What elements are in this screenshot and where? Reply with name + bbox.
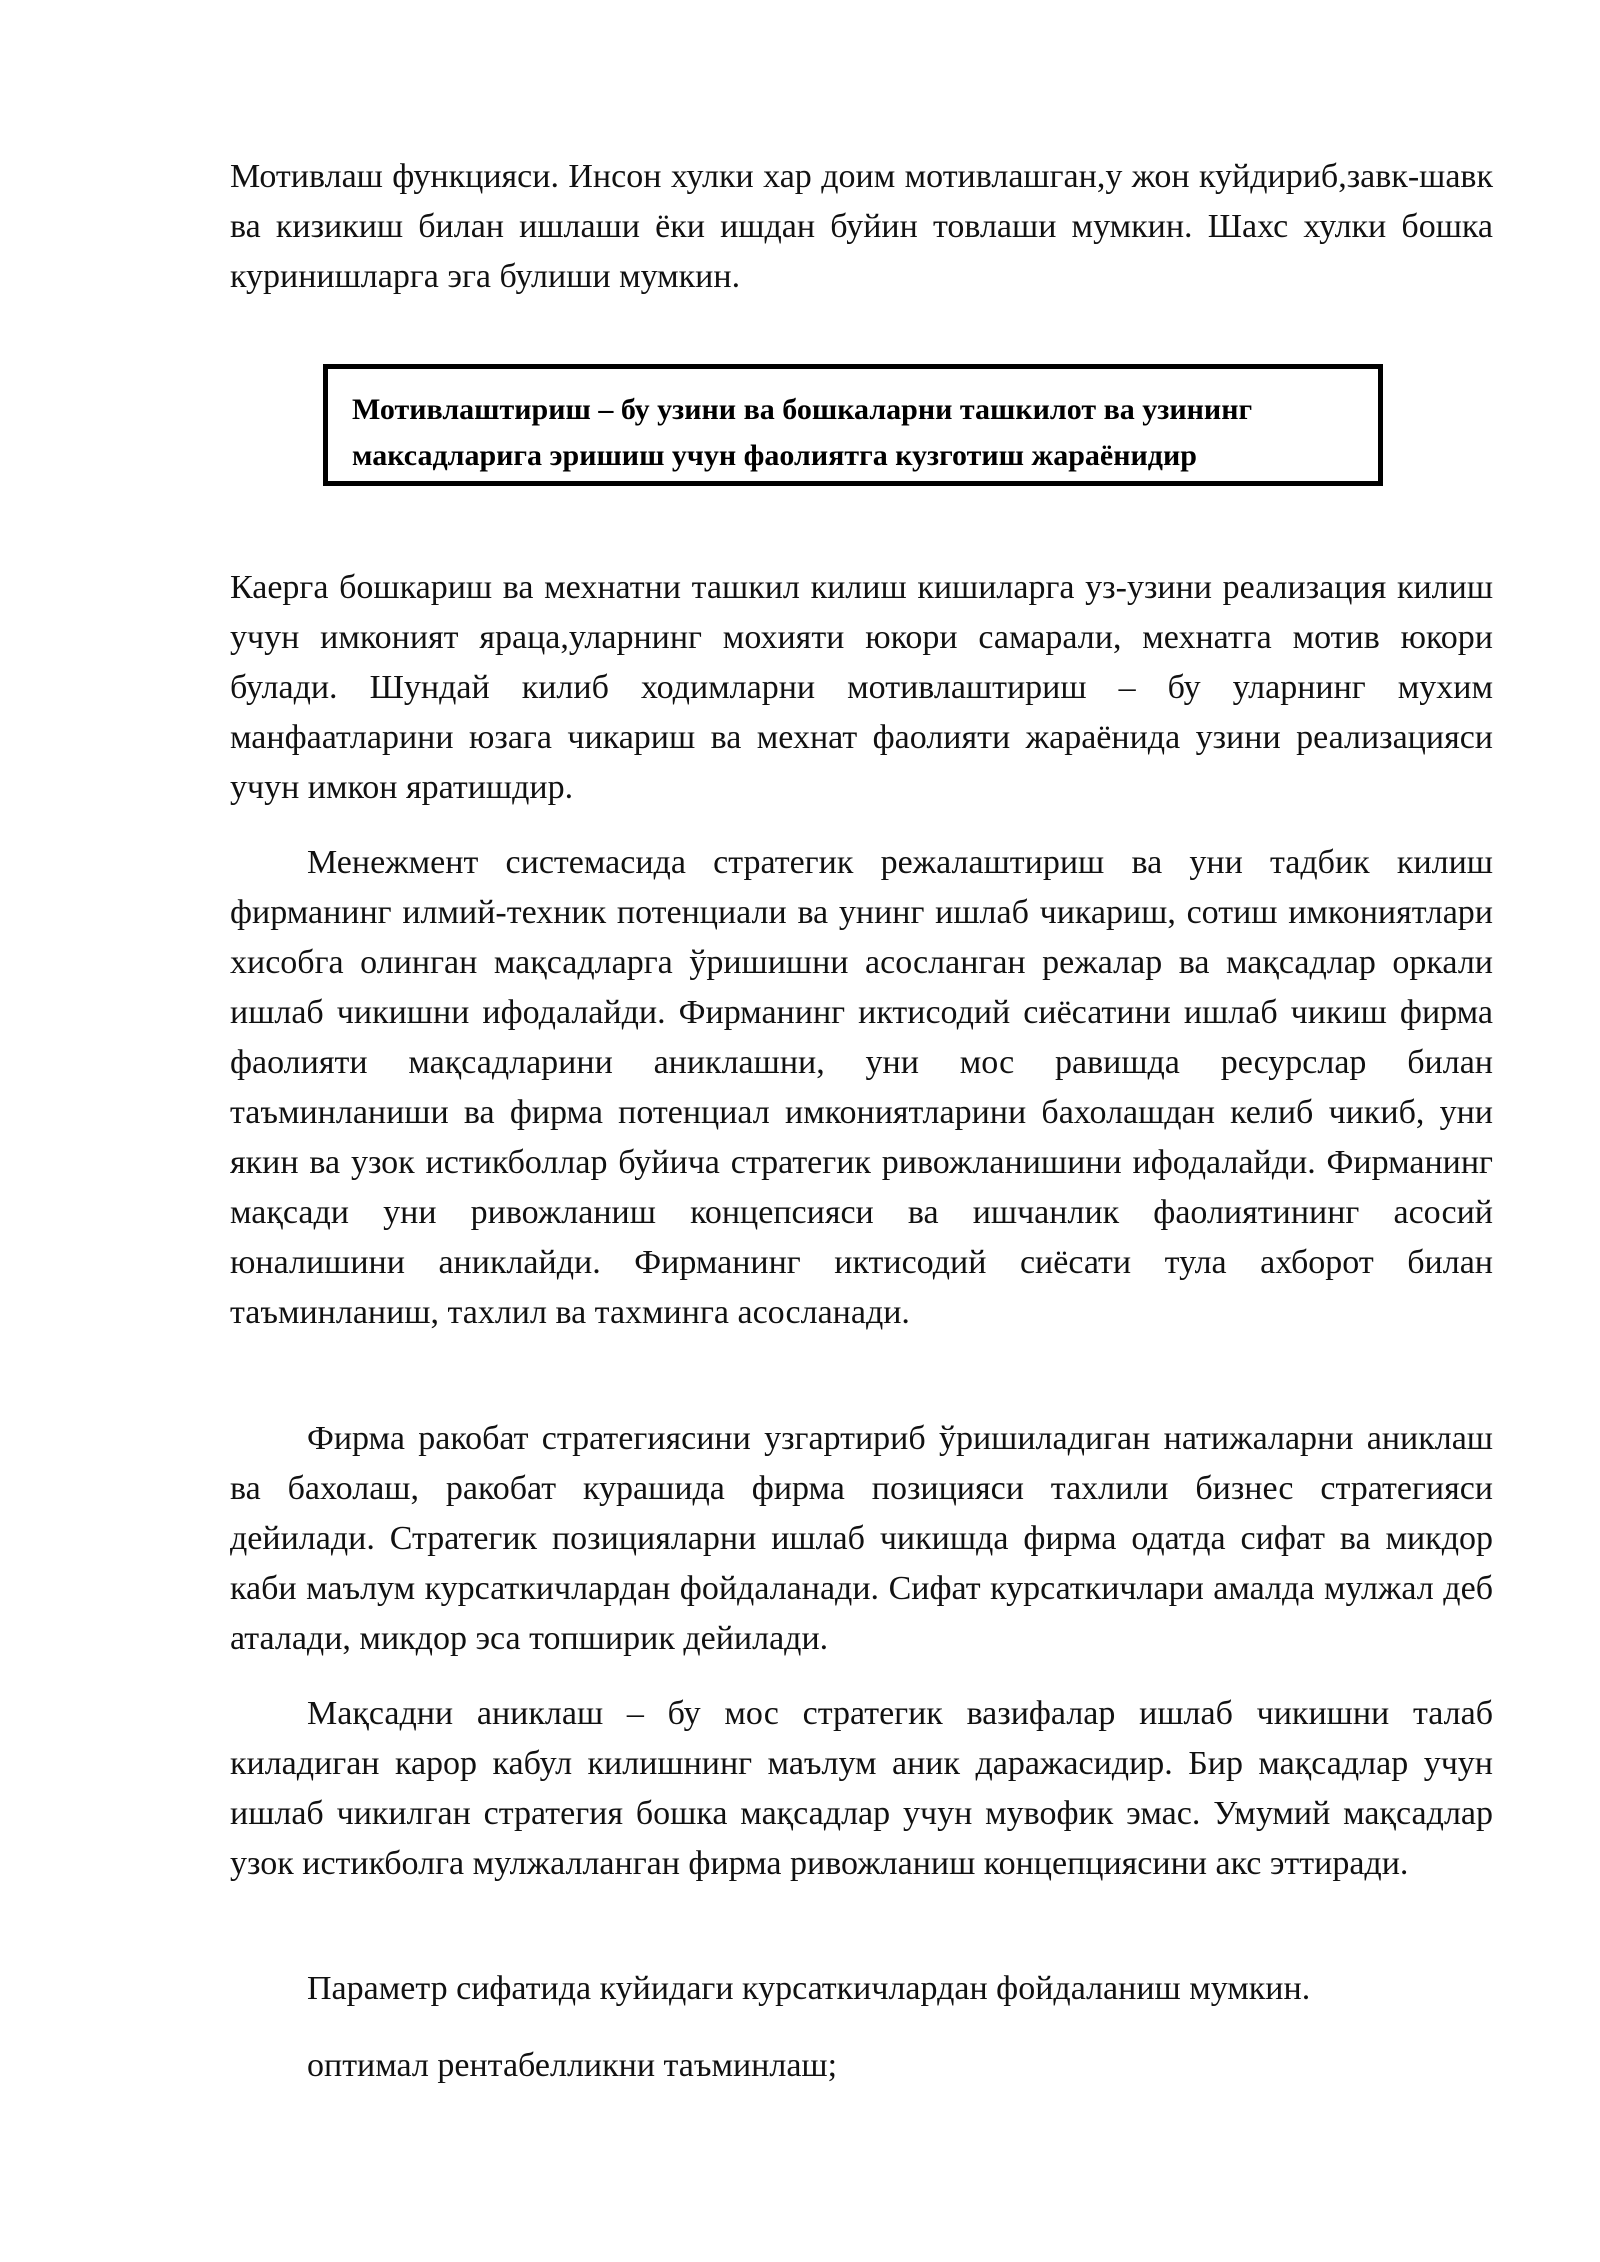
definition-box — [323, 364, 1383, 486]
paragraph-strategic-planning: Менежмент системасида стратегик режалаштириш ва уни тадбик килиш фирманинг илмий-техник потенциали ва унинг ишлаб чикариш, сотиш имкониятлари хисобга олинган мақсадларга ўришишни асосланган режалар ва мақсадлар оркали ишлаб чикишни ифодалайди. Фирманинг иктисодий сиёсатини ишлаб чикиш фирма фаолияти мақсадларини аниклашни, уни мос равишда ресурслар билан таъминланиши ва фирма потенциал имкониятларини бахолашдан келиб чикиб, уни якин ва узок истикболлар буйича стратегик ривожланишини ифодалайди. Фирманинг мақсади уни ривожланиш концепсияси ва ишчанлик фаолиятининг асосий юналишини аниклайди. Фирманинг иктисодий сиёсати тула ахборот билан таъминланиш, тахлил ва тахминга асосланади. — [230, 844, 1493, 1331]
paragraph-motivation-function: Мотивлаш функцияси. Инсон хулки хар доим мотивлашган,у жон куйдириб,завк-шавк ва кизикиш билан ишлаши ёки ишдан буйин товлаши мумкин. Шахс хулки бошка куринишларга эга булиши мумкин. — [230, 158, 1493, 295]
paragraph-labor-organization: Каерга бошкариш ва мехнатни ташкил килиш кишиларга уз-узини реализация килиш учун имконият яраца,уларнинг мохияти юкори самарали, мехнатга мотив юкори булади. Шундай килиб ходимларни мотивлаштириш – бу уларнинг мухим манфаатларини юзага чикариш ва мехнат фаолияти жараёнида узини реализацияси учун имкон яратишдир. — [230, 569, 1493, 806]
paragraph-parameters: Параметр сифатида куйидаги курсаткичлардан фойдаланиш мумкин. — [307, 1970, 1311, 2007]
definition-text: Мотивлаштириш – бу узини ва бошкаларни ташкилот ва узининг максадларига эришиш учун фаолиятга кузготиш жараёнидир — [352, 393, 1253, 472]
paragraph-competition-strategy: Фирма ракобат стратегиясини узгартириб ўришиладиган натижаларни аниклаш ва бахолаш, ракобат курашида фирма позицияси тахлили бизнес стратегияси дейилади. Стратегик позицияларни ишлаб чикишда фирма одатда сифат ва микдор каби маълум курсаткичлардан фойдаланади. Сифат курсаткичлари амалда мулжал деб аталади, микдор эса топширик дейилади. — [230, 1420, 1493, 1657]
list-item-profitability: оптимал рентабелликни таъминлаш; — [307, 2047, 838, 2084]
paragraph-goal-definition: Мақсадни аниклаш – бу мос стратегик вазифалар ишлаб чикишни талаб киладиган карор кабул килишнинг маълум аник даражасидир. Бир мақсадлар учун ишлаб чикилган стратегия бошка мақсадлар учун мувофик эмас. Умумий мақсадлар узок истикболга мулжалланган фирма ривожланиш концепциясини акс эттиради. — [230, 1695, 1493, 1882]
